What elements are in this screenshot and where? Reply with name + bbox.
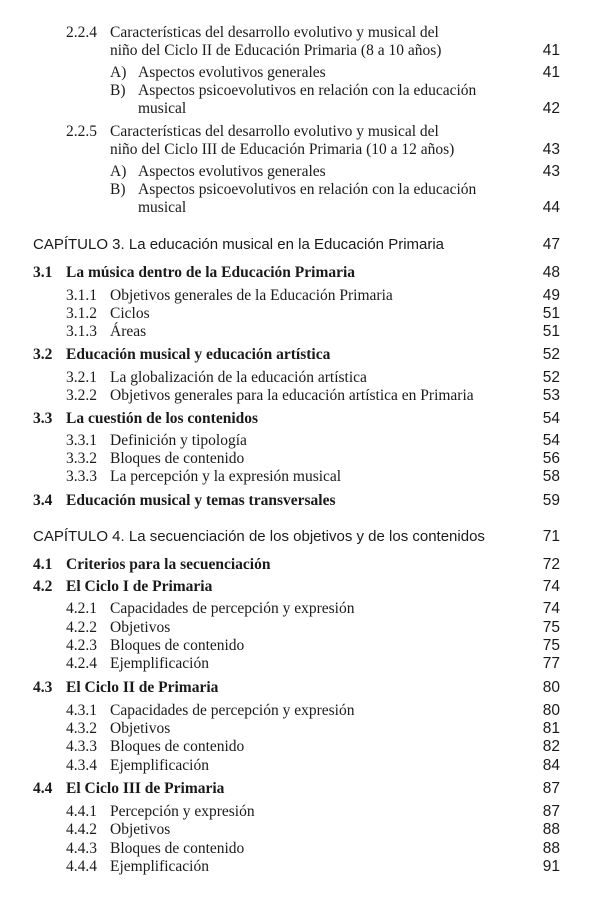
entry-page: 59 xyxy=(542,492,560,509)
entry-title: La globalización de la educación artística xyxy=(110,369,367,386)
entry-page: 53 xyxy=(542,387,560,404)
entry-page: 52 xyxy=(542,346,560,363)
entry-number: B) xyxy=(110,181,126,198)
entry-title: Aspectos evolutivos generales xyxy=(138,64,326,81)
entry-page: 43 xyxy=(542,141,560,158)
entry-title: Aspectos evolutivos generales xyxy=(138,163,326,180)
entry-title: Áreas xyxy=(110,323,147,340)
chapter-title: CAPÍTULO 3. La educación musical en la Educación Primaria xyxy=(33,236,445,253)
section-title: La música dentro de la Educación Primaria xyxy=(66,264,356,281)
entry-number: 3.2.2 xyxy=(66,387,97,404)
entry-page: 74 xyxy=(542,600,560,617)
entry-page: 87 xyxy=(542,780,560,797)
entry-number: B) xyxy=(110,82,126,99)
entry-number: 3.1.3 xyxy=(66,323,97,340)
entry-title-cont: niño del Ciclo III de Educación Primaria (10 a 12 años) xyxy=(110,141,455,158)
entry-title: Capacidades de percepción y expresión xyxy=(110,600,355,617)
entry-page: 52 xyxy=(542,369,560,386)
entry-title: Ejemplificación xyxy=(110,858,209,875)
entry-number: 4.3.2 xyxy=(66,720,97,737)
section-number: 4.4 xyxy=(33,780,53,797)
entry-title-cont: musical xyxy=(138,199,187,216)
entry-title: Percepción y expresión xyxy=(110,803,255,820)
entry-title: Características del desarrollo evolutivo y musical del xyxy=(110,123,439,140)
entry-page: 80 xyxy=(542,679,560,696)
entry-page: 74 xyxy=(542,578,560,595)
entry-title: Objetivos generales de la Educación Primaria xyxy=(110,287,393,304)
entry-number: 4.4.1 xyxy=(66,803,97,820)
entry-page: 44 xyxy=(542,199,560,216)
section-title: El Ciclo III de Primaria xyxy=(66,780,225,797)
entry-number: 3.1.2 xyxy=(66,305,97,322)
entry-page: 41 xyxy=(542,42,560,59)
entry-number: 4.2.2 xyxy=(66,619,97,636)
entry-number: 3.1.1 xyxy=(66,287,97,304)
entry-page: 84 xyxy=(542,757,560,774)
entry-title: Bloques de contenido xyxy=(110,840,245,857)
entry-title: Ciclos xyxy=(110,305,150,322)
entry-number: 2.2.5 xyxy=(66,123,97,140)
section-title: El Ciclo I de Primaria xyxy=(66,578,213,595)
entry-title: Aspectos psicoevolutivos en relación con la educación xyxy=(138,82,477,99)
entry-page: 91 xyxy=(542,858,560,875)
section-number: 4.2 xyxy=(33,578,53,595)
section-number: 3.2 xyxy=(33,346,53,363)
entry-title: Objetivos generales para la educación artística en Primaria xyxy=(110,387,474,404)
section-title: Educación musical y educación artística xyxy=(66,346,331,363)
entry-number: 4.4.3 xyxy=(66,840,97,857)
entry-page: 72 xyxy=(542,556,560,573)
entry-number: 3.3.3 xyxy=(66,468,97,485)
entry-number: 3.3.1 xyxy=(66,432,97,449)
entry-page: 77 xyxy=(542,655,560,672)
entry-page: 49 xyxy=(542,287,560,304)
entry-page: 54 xyxy=(542,432,560,449)
entry-title: Capacidades de percepción y expresión xyxy=(110,702,355,719)
entry-page: 58 xyxy=(542,468,560,485)
entry-number: 3.2.1 xyxy=(66,369,97,386)
entry-title: Objetivos xyxy=(110,619,171,636)
section-title: Educación musical y temas transversales xyxy=(66,492,336,509)
entry-title-cont: musical xyxy=(138,100,187,117)
entry-title: Definición y tipología xyxy=(110,432,247,449)
entry-page: 48 xyxy=(542,264,560,281)
entry-page: 56 xyxy=(542,450,560,467)
entry-number: 4.2.1 xyxy=(66,600,97,617)
section-number: 3.4 xyxy=(33,492,53,509)
entry-page: 88 xyxy=(542,840,560,857)
entry-number: 4.2.3 xyxy=(66,637,97,654)
entry-title: Bloques de contenido xyxy=(110,637,245,654)
entry-page: 81 xyxy=(542,720,560,737)
entry-title: La percepción y la expresión musical xyxy=(110,468,342,485)
entry-page: 75 xyxy=(542,619,560,636)
chapter-title: CAPÍTULO 4. La secuenciación de los objetivos y de los contenidos xyxy=(33,528,485,545)
entry-page: 80 xyxy=(542,702,560,719)
entry-page: 54 xyxy=(542,410,560,427)
entry-number: 4.4.2 xyxy=(66,821,97,838)
entry-page: 51 xyxy=(542,305,560,322)
entry-number: 4.3.1 xyxy=(66,702,97,719)
section-number: 4.1 xyxy=(33,556,53,573)
entry-page: 51 xyxy=(542,323,560,340)
entry-title: Características del desarrollo evolutivo y musical del xyxy=(110,24,439,41)
entry-number: A) xyxy=(110,64,127,81)
entry-title: Ejemplificación xyxy=(110,757,209,774)
entry-title: Aspectos psicoevolutivos en relación con la educación xyxy=(138,181,477,198)
entry-page: 71 xyxy=(542,528,560,545)
section-number: 3.3 xyxy=(33,410,53,427)
entry-page: 43 xyxy=(542,163,560,180)
entry-number: A) xyxy=(110,163,127,180)
section-number: 4.3 xyxy=(33,679,53,696)
entry-page: 41 xyxy=(542,64,560,81)
section-title: Criterios para la secuenciación xyxy=(66,556,271,573)
section-title: La cuestión de los contenidos xyxy=(66,410,259,427)
entry-title: Objetivos xyxy=(110,821,171,838)
entry-title: Ejemplificación xyxy=(110,655,209,672)
entry-number: 4.2.4 xyxy=(66,655,97,672)
entry-number: 2.2.4 xyxy=(66,24,97,41)
entry-title-cont: niño del Ciclo II de Educación Primaria (8 a 10 años) xyxy=(110,42,442,59)
entry-page: 88 xyxy=(542,821,560,838)
entry-title: Bloques de contenido xyxy=(110,450,245,467)
entry-page: 75 xyxy=(542,637,560,654)
entry-page: 87 xyxy=(542,803,560,820)
entry-number: 4.3.3 xyxy=(66,738,97,755)
entry-number: 3.3.2 xyxy=(66,450,97,467)
entry-page: 42 xyxy=(542,100,560,117)
section-number: 3.1 xyxy=(33,264,53,281)
entry-number: 4.4.4 xyxy=(66,858,97,875)
section-title: El Ciclo II de Primaria xyxy=(66,679,219,696)
entry-title: Objetivos xyxy=(110,720,171,737)
entry-title: Bloques de contenido xyxy=(110,738,245,755)
entry-page: 82 xyxy=(542,738,560,755)
entry-page: 47 xyxy=(542,236,560,253)
entry-number: 4.3.4 xyxy=(66,757,97,774)
